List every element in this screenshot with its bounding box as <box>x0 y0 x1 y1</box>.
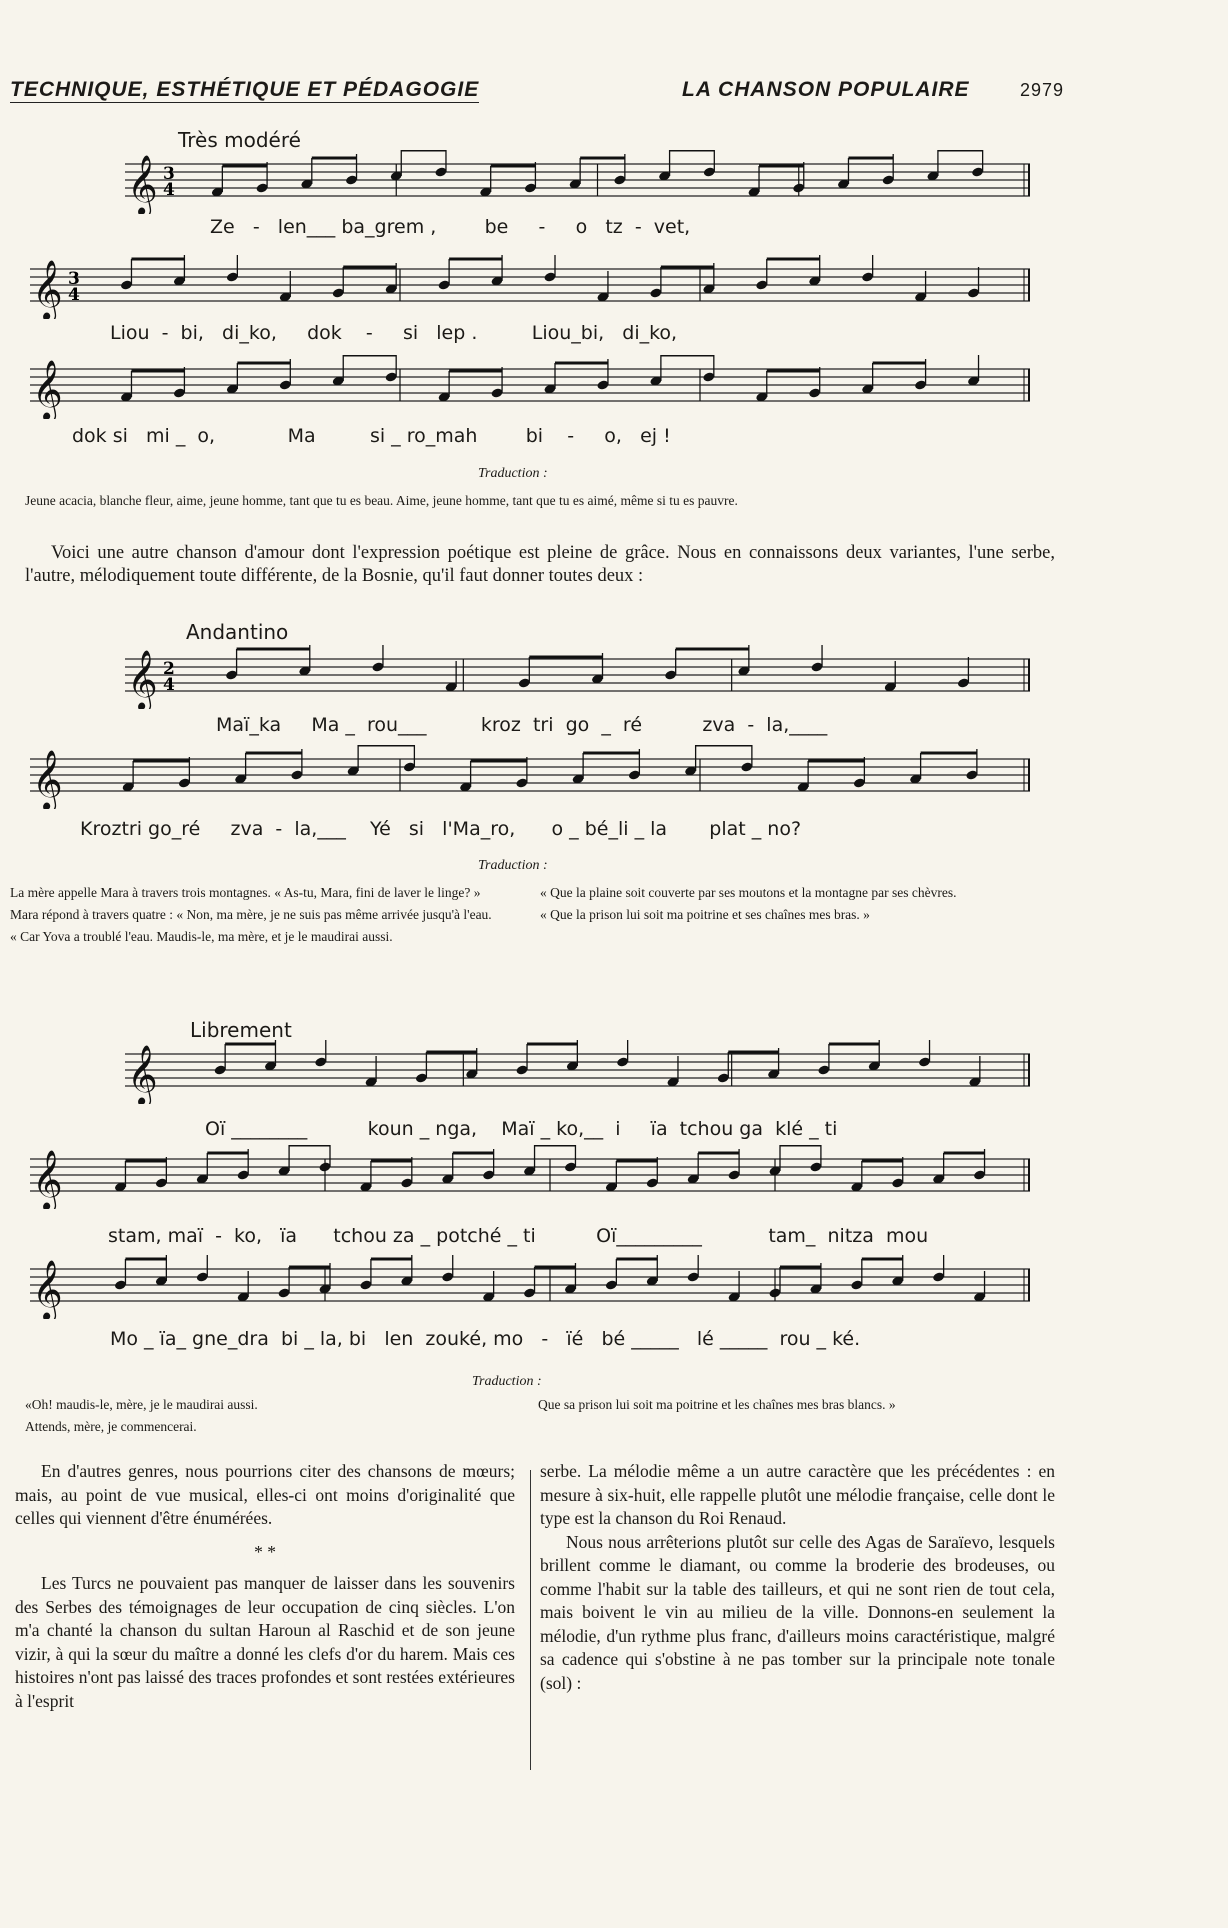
column-divider <box>530 1470 531 1770</box>
song3-staff-1 <box>125 1040 1030 1104</box>
treble-clef-icon: 𝄞 <box>32 360 63 419</box>
song3-lyric-2: stam, maï - ko, ïa tchou za _ potché _ ti Oï_________ tam_ nitza mou <box>108 1225 929 1247</box>
header-section-title: TECHNIQUE, ESTHÉTIQUE ET PÉDAGOGIE <box>10 78 480 101</box>
treble-clef-icon: 𝄞 <box>32 260 63 319</box>
song3-staff-3 <box>30 1255 1030 1319</box>
song3-lyric-3: Mo _ ïa_ gne_dra bi _ la, bi len zouké, mo - ïé bé _____ lé _____ rou _ ké. <box>110 1328 861 1350</box>
song2-translation-right: « Que la plaine soit couverte par ses moutons et la montagne par ses chèvres. « Que la prison lui soit ma poitrine et ses chaînes mes bras. » <box>540 885 957 922</box>
song1-staff-3 <box>30 355 1030 419</box>
running-header <box>10 78 1070 102</box>
treble-clef-icon: 𝄞 <box>32 1260 63 1319</box>
song2-lyric-2: Kroztri go_ré zva - la,___ Yé si l'Ma_ro, o _ bé_li _ la plat _ no? <box>80 818 802 840</box>
treble-clef-icon: 𝄞 <box>127 155 158 214</box>
time-signature-bottom: 4 <box>163 675 175 696</box>
time-signature-bottom: 4 <box>68 285 80 306</box>
treble-clef-icon: 𝄞 <box>32 1150 63 1209</box>
time-signature-top: 3 <box>68 269 80 290</box>
song1-tempo: Très modéré <box>178 128 301 152</box>
column-right <box>540 1460 1055 1695</box>
treble-clef-icon: 𝄞 <box>32 750 63 809</box>
song1-staff-1 <box>125 150 1030 214</box>
music-staff-svg <box>30 355 1030 419</box>
song2-translation-left: La mère appelle Mara à travers trois montagnes. « As-tu, Mara, fini de laver le linge? » Mara répond à travers quatre : « Non, ma mère, je ne suis pas même arrivée jusqu'à l'eau. « Car Yova a troublé l'eau. Maudis-le, ma mère, et je le maudirai aussi. <box>10 885 492 944</box>
song2-tempo: Andantino <box>186 620 289 644</box>
time-signature-top: 2 <box>163 659 175 680</box>
song3-translation-right: Que sa prison lui soit ma poitrine et les chaînes mes bras blancs. » <box>538 1397 896 1412</box>
song1-translation: Jeune acacia, blanche fleur, aime, jeune homme, tant que tu es beau. Aime, jeune homme, tant que tu es aimé, même si tu es pauvre. <box>25 493 738 508</box>
column-right-paragraph-1: serbe. La mélodie même a un autre caractère que les précédentes : en mesure à six-huit, elle rappelle plutôt une mélodie française, celle dont le type est la chanson du Roi Renaud. <box>540 1461 1055 1528</box>
song3-translation-left: «Oh! maudis-le, mère, je le maudirai aussi. Attends, mère, je commencerai. <box>25 1397 258 1434</box>
treble-clef-icon: 𝄞 <box>127 650 158 709</box>
song3-lyric-1: Oï ________ koun _ nga, Maï _ ko,__ i ïa tchou ga klé _ ti <box>205 1118 838 1140</box>
song2-translation-label: Traduction : <box>478 858 548 873</box>
song3-tempo: Librement <box>190 1018 292 1042</box>
column-left-paragraph-2: Les Turcs ne pouvaient pas manquer de laisser dans les souvenirs des Serbes des témoignages de leur occupation de cinq siècles. L'on m'a chanté la chanson du sultan Haroun al Raschid et de son jeune vizir, à qui la sœur du maître a donné les clefs d'or du harem. Mais ces histoires n'ont pas laissé des traces profondes et sont restées extérieures à l'esprit <box>15 1573 515 1711</box>
song1-lyric-1: Ze - len___ ba_grem , be - o tz - vet, <box>210 216 691 238</box>
section-separator: * * <box>254 1541 276 1562</box>
treble-clef-icon: 𝄞 <box>127 1045 158 1104</box>
music-staff-svg <box>125 150 1030 214</box>
column-left <box>15 1460 515 1713</box>
music-staff-svg <box>30 255 1030 319</box>
song3-translation-label: Traduction : <box>472 1374 542 1389</box>
song2-lyric-1: Maï_ka Ma _ rou___ kroz tri go _ ré zva - la,____ <box>216 714 828 736</box>
music-staff-svg <box>30 745 1030 809</box>
column-left-paragraph-1: En d'autres genres, nous pourrions citer des chansons de mœurs; mais, au point de vue musical, elles-ci ont moins d'originalité que celles qui viennent d'être énumérées. <box>15 1461 515 1528</box>
song1-translation-label: Traduction : <box>478 466 548 481</box>
intro-paragraph: Voici une autre chanson d'amour dont l'expression poétique est pleine de grâce. Nous en connaissons deux variantes, l'une serbe, l'autre, mélodiquement toute différente, de la Bosnie, qu'il faut donner toutes deux : <box>25 543 1055 586</box>
song2-staff-2 <box>30 745 1030 809</box>
song1-lyric-3: dok si mi _ o, Ma si _ ro_mah bi - o, ej ! <box>72 425 671 447</box>
page-number: 2979 <box>1020 80 1065 100</box>
time-signature-top: 3 <box>163 164 175 185</box>
song3-staff-2 <box>30 1145 1030 1209</box>
time-signature-bottom: 4 <box>163 180 175 201</box>
music-staff-svg <box>30 1255 1030 1319</box>
music-staff-svg <box>125 645 1030 709</box>
music-staff-svg <box>125 1040 1030 1104</box>
song2-staff-1 <box>125 645 1030 709</box>
header-chapter-title: LA CHANSON POPULAIRE <box>682 78 970 101</box>
song1-staff-2 <box>30 255 1030 319</box>
song1-lyric-2: Liou - bi, di_ko, dok - si lep . Liou_bi, di_ko, <box>110 322 678 344</box>
column-right-paragraph-2: Nous nous arrêterions plutôt sur celle des Agas de Saraïevo, lesquels brillent comme le diamant, ou comme la broderie des brodeuses, ou comme l'habit sur la table des tailleurs, et qui ne sont rien de tout cela, mais boivent le vin au milieu de la ville. Donnons-en seulement la mélodie, d'un rythme plus franc, d'ailleurs moins caractéristique, malgré sa cadence qui s'obstine à ne pas tomber sur la principale note tonale (sol) : <box>540 1531 1055 1693</box>
music-staff-svg <box>30 1145 1030 1209</box>
